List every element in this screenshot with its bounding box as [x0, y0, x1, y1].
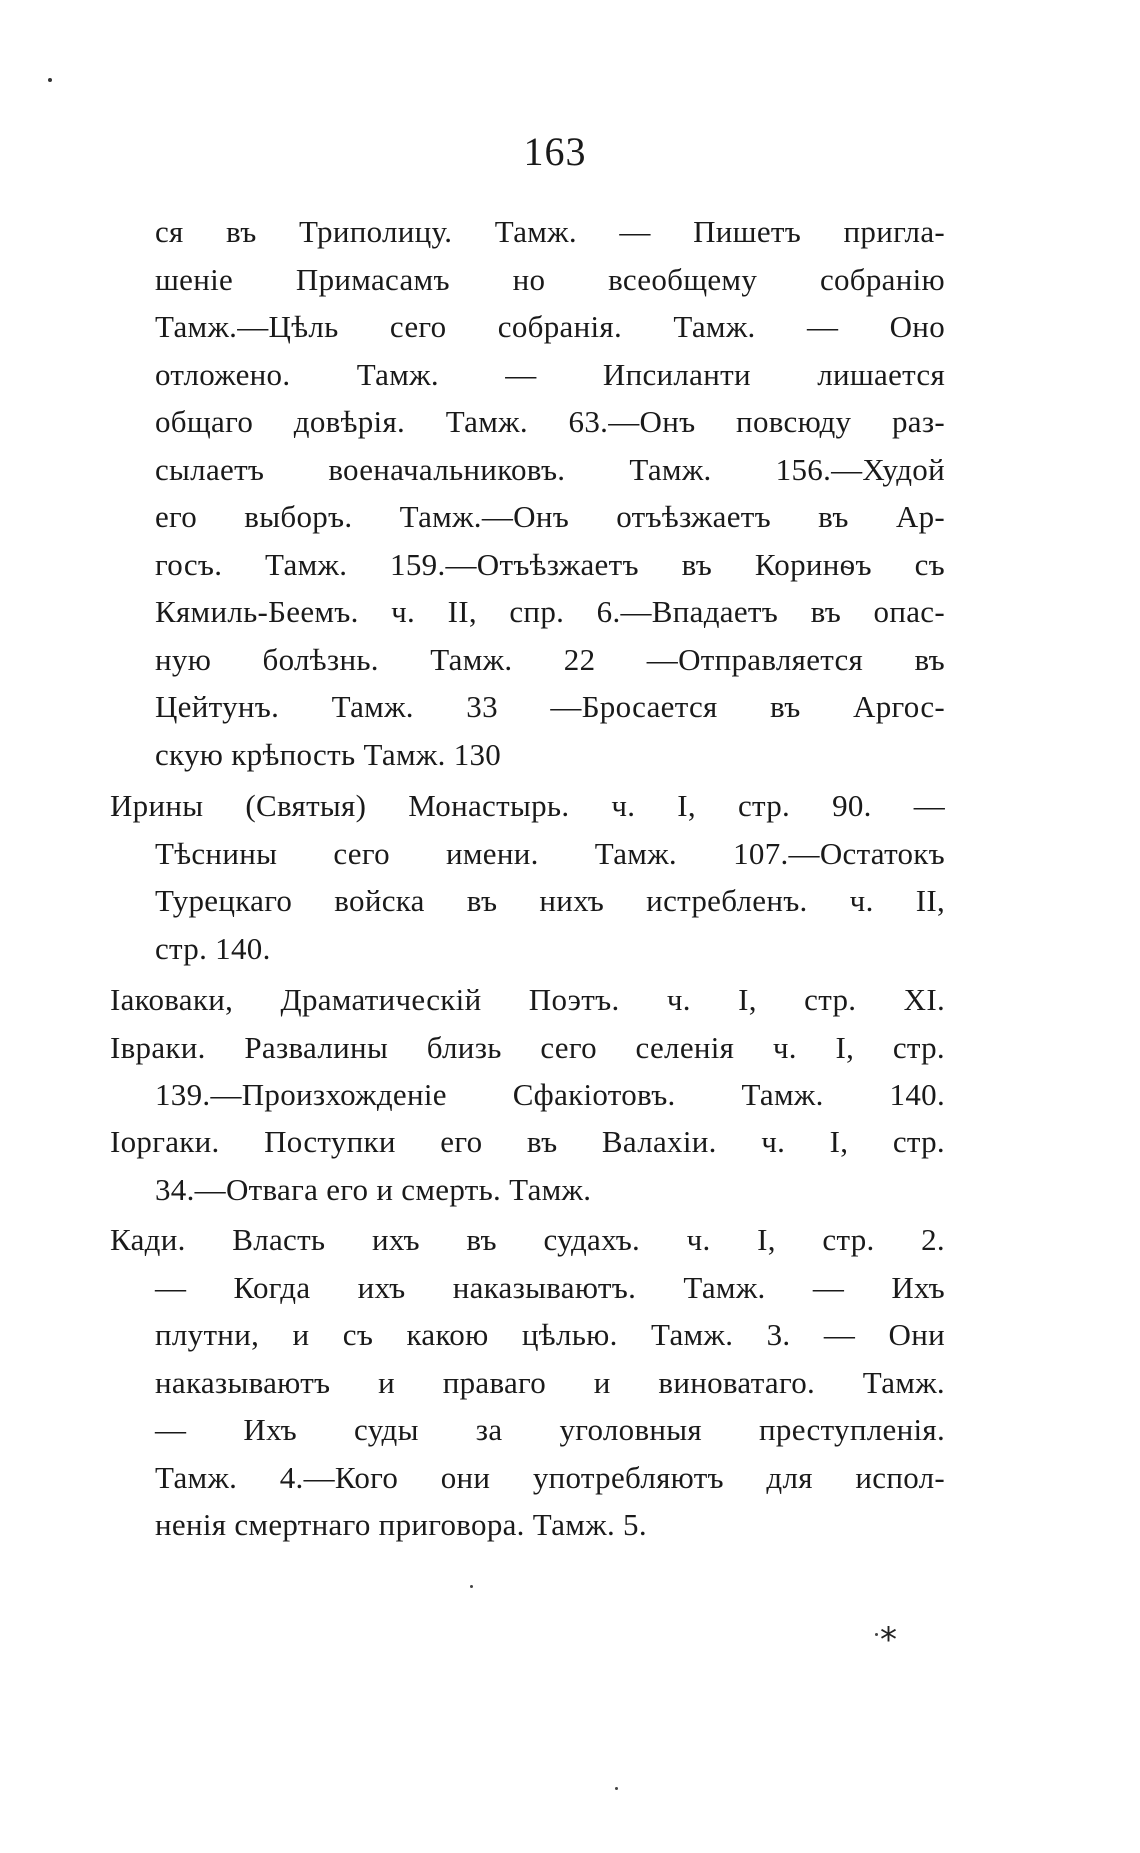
- text-line: Тамж.—Цѣль сего собранія. Тамж. — Оно: [155, 309, 945, 344]
- text-line: его выборъ. Тамж.—Онъ отъѣзжаетъ въ Ар-: [155, 499, 945, 534]
- text-line: 34.—Отвага его и смерть. Тамж.: [155, 1172, 592, 1207]
- text-line: общаго довѣрія. Тамж. 63.—Онъ повсюду раз-: [155, 404, 945, 439]
- text-line: Турецкаго войска въ нихъ истребленъ. ч. II,: [155, 883, 945, 918]
- text-line: — Когда ихъ наказываютъ. Тамж. — Ихъ: [155, 1270, 945, 1305]
- text-line: госъ. Тамж. 159.—Отъѣзжаетъ въ Коринѳъ съ: [155, 547, 945, 582]
- text-line: наказываютъ и праваго и виноватаго. Тамж.: [155, 1365, 945, 1400]
- asterisk-ornament: *: [880, 1620, 897, 1660]
- entry-line: Івраки. Развалины близь сего селенія ч. I, стр.: [110, 1030, 945, 1065]
- text-line: отложено. Тамж. — Ипсиланти лишается: [155, 357, 945, 392]
- text-line: ную болѣзнь. Тамж. 22 —Отправляется въ: [155, 642, 945, 677]
- text-line: сылаетъ военачальниковъ. Тамж. 156.—Худой: [155, 452, 945, 487]
- entry-line: Іаковаки, Драматическій Поэтъ. ч. I, стр. XI.: [110, 982, 945, 1017]
- scan-speck: [48, 78, 52, 82]
- text-line: плутни, и съ какою цѣлью. Тамж. 3. — Они: [155, 1317, 945, 1352]
- text-line: Цейтунъ. Тамж. 33 —Бросается въ Аргос-: [155, 689, 945, 724]
- text-line: ненія смертнаго приговора. Тамж. 5.: [155, 1507, 647, 1542]
- text-line: шеніе Примасамъ но всеобщему собранію: [155, 262, 945, 297]
- text-line: Тамж. 4.—Кого они употребляютъ для испол-: [155, 1460, 945, 1495]
- entry-line: Ирины (Святыя) Монастырь. ч. I, стр. 90. —: [110, 788, 945, 823]
- text-line: стр. 140.: [155, 931, 271, 966]
- scan-speck: [875, 1633, 878, 1636]
- text-line: — Ихъ суды за уголовныя преступленія.: [155, 1412, 945, 1447]
- entry-line: Іоргаки. Поступки его въ Валахіи. ч. I, стр.: [110, 1124, 945, 1159]
- text-line: Тѣснины сего имени. Тамж. 107.—Остатокъ: [155, 836, 945, 871]
- entry-line: Кади. Власть ихъ въ судахъ. ч. I, стр. 2.: [110, 1222, 945, 1257]
- scan-speck: [470, 1585, 473, 1588]
- text-line: Кямиль-Беемъ. ч. II, спр. 6.—Впадаетъ въ опас-: [155, 594, 945, 629]
- scan-speck: [615, 1787, 618, 1790]
- page-number: 163: [523, 129, 587, 174]
- text-line: 139.—Произхожденіе Сфакіотовъ. Тамж. 140.: [155, 1077, 945, 1112]
- text-line: скую крѣпость Тамж. 130: [155, 737, 502, 772]
- text-line: ся въ Триполицу. Тамж. — Пишетъ пригла-: [155, 214, 945, 249]
